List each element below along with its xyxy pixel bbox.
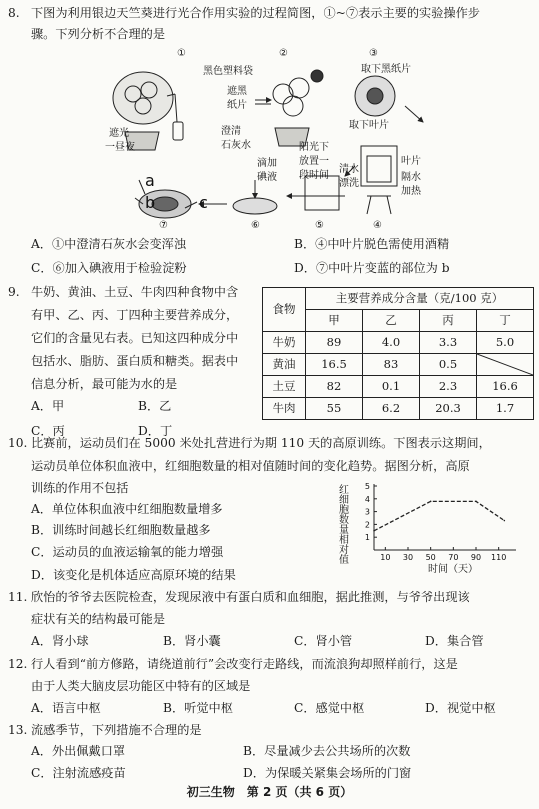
q11-option-d: D．集合管 — [425, 634, 484, 648]
q8-option-c: C．⑥加入碘液用于检验淀粉 — [31, 261, 187, 275]
step-mark-6: ⑥ — [251, 220, 260, 231]
iodine-label-2: 碘液 — [257, 172, 277, 183]
step-mark-5: ⑤ — [315, 220, 324, 231]
chart-x-tick-label: 90 — [470, 553, 482, 562]
iodine-label-1: 滴加 — [257, 158, 277, 169]
chart-x-tick-label: 30 — [402, 553, 414, 562]
table-col-1: 甲 — [306, 310, 363, 332]
chart-data-point — [430, 501, 432, 503]
step-mark-7: ⑦ — [159, 220, 168, 231]
chart-xlabel: 时间（天） — [428, 564, 478, 575]
q9-option-b: B．乙 — [138, 399, 172, 413]
q10-option-d: D．该变化是机体适应高原环境的结果 — [31, 568, 236, 582]
q9-stem-line2: 有甲、乙、丙、丁四种主要营养成分， — [31, 308, 239, 322]
cell: 20.3 — [420, 398, 477, 420]
dark-label-2: 一昼夜 — [105, 142, 135, 153]
cell: 0.5 — [420, 354, 477, 376]
q10-number: 10. — [8, 436, 28, 450]
q12-stem-line1: 行人看到“前方修路，请绕道前行”会改变行走路线，而流浪狗却照样前行，这是 — [31, 657, 458, 671]
q10-stem-line1: 比赛前，运动员们在 5000 米处扎营进行为期 110 天的高原训练。下图表示这期间， — [31, 436, 491, 450]
q8-experiment-figure — [105, 46, 485, 231]
cell: 89 — [306, 332, 363, 354]
chart-series-line — [374, 501, 504, 530]
cell: 4.0 — [363, 332, 420, 354]
q10-option-b: B．训练时间越长红细胞数量越多 — [31, 523, 211, 537]
q10-stem-line2: 运动员单位体积血液中，红细胞数量的相对值随时间的变化趋势。据图分析，高原 — [31, 459, 470, 473]
leaf-part-b: b — [145, 193, 156, 212]
cell: 82 — [306, 376, 363, 398]
table-col-3: 丙 — [420, 310, 477, 332]
cell: 3.3 — [420, 332, 477, 354]
q8-number: 8. — [8, 6, 20, 20]
q13-option-b: B．尽量减少去公共场所的次数 — [243, 744, 411, 758]
q13-number: 13. — [8, 723, 28, 737]
row-food: 牛奶 — [263, 332, 306, 354]
sun-label-2: 放置一 — [299, 156, 329, 167]
q12-option-c: C．感觉中枢 — [294, 701, 365, 715]
q8-option-b: B．④中叶片脱色需使用酒精 — [294, 237, 450, 251]
q9-option-c: C．丙 — [31, 424, 65, 438]
q11-stem-line2: 症状有关的结构最可能是 — [31, 612, 166, 626]
chart-y-tick-label: 5 — [364, 482, 370, 491]
cell: 0.1 — [363, 376, 420, 398]
sun-label-3: 段时间 — [299, 170, 329, 181]
row-food: 牛肉 — [263, 398, 306, 420]
chart-y-tick-label: 3 — [364, 507, 370, 517]
chart-data-point — [504, 520, 506, 522]
rinse-label-2: 漂洗 — [339, 178, 359, 189]
q12-option-a: A．语言中枢 — [31, 701, 101, 715]
step-mark-3: ③ — [369, 48, 378, 59]
cell: 55 — [306, 398, 363, 420]
chart-x-tick-label: 110 — [491, 553, 507, 562]
q11-option-a: A．肾小球 — [31, 634, 89, 648]
q9-option-d: D．丁 — [138, 424, 173, 438]
chart-data-point — [475, 501, 477, 503]
table-row — [263, 376, 534, 398]
q8-option-a: A．①中澄清石灰水会变浑浊 — [31, 237, 187, 251]
cell: 16.5 — [306, 354, 363, 376]
chart-x-tick-label: 50 — [425, 553, 436, 562]
chart-x-tick-label: 10 — [380, 553, 391, 562]
q12-option-b: B．听觉中枢 — [163, 701, 233, 715]
table-row — [263, 354, 534, 376]
nutrient-table — [262, 287, 534, 420]
table-row — [263, 398, 534, 420]
q10-option-a: A．单位体积血液中红细胞数量增多 — [31, 502, 223, 516]
remove-leaf-label: 取下叶片 — [349, 120, 389, 131]
water-bath-label-1: 隔水 — [401, 172, 421, 183]
q9-option-a: A．甲 — [31, 399, 65, 413]
q13-option-c: C．注射流感疫苗 — [31, 766, 126, 780]
step-mark-4: ④ — [373, 220, 382, 231]
alcohol-beaker — [367, 156, 391, 182]
q9-stem-line1: 牛奶、黄油、土豆、牛肉四种食物中含 — [31, 285, 239, 299]
table-header-group: 主要营养成分含量（克/100 克） — [306, 288, 534, 310]
q11-number: 11. — [8, 590, 28, 604]
q8-option-d: D．⑦中叶片变蓝的部位为 b — [294, 261, 450, 275]
rbc-line-chart — [330, 480, 530, 575]
leaf-part-c: c — [199, 193, 208, 212]
q11-option-b: B．肾小囊 — [163, 634, 221, 648]
q8-stem-line2: 骤。下列分析不合理的是 — [31, 27, 166, 41]
step-mark-2: ② — [279, 48, 288, 59]
leaf-label: 叶片 — [401, 156, 421, 167]
cell: 16.6 — [477, 376, 534, 398]
page-footer: 初三生物 第 2 页（共 6 页） — [186, 785, 353, 799]
cell: 83 — [363, 354, 420, 376]
q9-number: 9. — [8, 285, 20, 299]
limewater-label-2: 石灰水 — [221, 140, 251, 151]
q11-option-c: C．肾小管 — [294, 634, 353, 648]
q10-option-c: C．运动员的血液运输氧的能力增强 — [31, 545, 224, 559]
chart-y-tick-label: 4 — [364, 494, 370, 504]
q12-option-d: D．视觉中枢 — [425, 701, 496, 715]
chart-x-tick-label: 70 — [448, 553, 459, 562]
chart-data-point — [373, 530, 375, 532]
q9-stem-line5: 信息分析，最可能为水的是 — [31, 377, 178, 391]
water-bath-label-2: 加热 — [401, 186, 421, 197]
chart-y-tick-label: 2 — [364, 520, 370, 530]
cell: 2.3 — [420, 376, 477, 398]
q10-stem-line3: 训练的作用不包括 — [31, 481, 129, 495]
paper-label-1: 遮黑 — [227, 86, 247, 97]
remove-paper-label: 取下黑纸片 — [361, 64, 411, 75]
table-col-2: 乙 — [363, 310, 420, 332]
limewater-tube — [173, 122, 183, 140]
cell: 6.2 — [363, 398, 420, 420]
row-food: 土豆 — [263, 376, 306, 398]
rinse-beaker — [305, 176, 339, 210]
q9-stem-line4: 包括水、脂肪、蛋白质和糖类。据表中 — [31, 354, 239, 368]
rinse-label-1: 清水 — [339, 164, 359, 175]
sun-icon — [311, 70, 323, 82]
q8-stem-line1: 下图为利用银边天竺葵进行光合作用实验的过程简图，①~⑦表示主要的实验操作步 — [31, 6, 480, 20]
q13-option-a: A．外出佩戴口罩 — [31, 744, 126, 758]
q11-stem-line1: 欣怡的爷爷去医院检查，发现尿液中有蛋白质和血细胞，据此推测，与爷爷出现该 — [31, 590, 470, 604]
leaf-part-a: a — [145, 171, 155, 190]
table-header-food: 食物 — [263, 288, 306, 332]
q12-number: 12. — [8, 657, 28, 671]
limewater-label-1: 澄清 — [221, 126, 241, 137]
row-food: 黄油 — [263, 354, 306, 376]
table-row — [263, 332, 534, 354]
paper-label-2: 纸片 — [227, 100, 247, 111]
bag-label: 黑色塑料袋 — [203, 66, 253, 77]
cell-empty-diagonal — [477, 354, 534, 376]
q13-stem-line1: 流感季节，下列措施不合理的是 — [31, 723, 202, 737]
table-col-4: 丁 — [477, 310, 534, 332]
diagonal-slash — [477, 354, 533, 375]
cell: 5.0 — [477, 332, 534, 354]
q12-stem-line2: 由于人类大脑皮层功能区中特有的区域是 — [31, 679, 251, 693]
q13-option-d: D．为保暖关紧集会场所的门窗 — [243, 766, 412, 780]
chart-y-tick-label: 1 — [364, 533, 370, 543]
chart-ylabel: 红细胞数量相对值 — [336, 484, 348, 564]
petri-dish — [233, 198, 277, 214]
q9-stem-line3: 它们的含量见右表。已知这四种成分中 — [31, 331, 239, 345]
sun-label-1: 阳光下 — [299, 142, 329, 153]
step-mark-1: ① — [177, 48, 186, 59]
dark-label-1: 遮光 — [109, 128, 129, 139]
cell: 1.7 — [477, 398, 534, 420]
